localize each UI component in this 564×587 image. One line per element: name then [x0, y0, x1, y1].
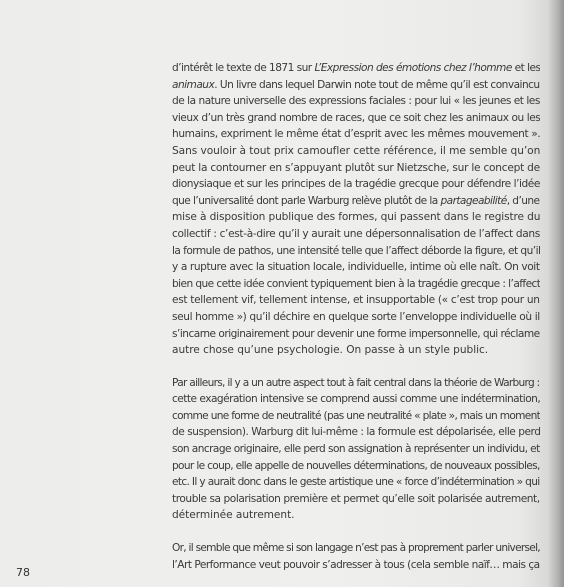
- text-line: [172, 540, 540, 557]
- text-line: [172, 507, 540, 524]
- text-segment: est tellement vif, tellement intense, et insupportable (« c’est trop pour un: [172, 294, 540, 307]
- text-segment: Par ailleurs, il y a un autre aspect tout à fait central dans la théorie de Warburg :: [172, 376, 540, 389]
- text-segment: autre chose qu’une psychologie. On passe à un style public.: [172, 344, 489, 357]
- text-line: [172, 160, 540, 177]
- text-line: [172, 391, 540, 408]
- text-line: [172, 458, 540, 475]
- text-segment: d’intérêt le texte de 1871 sur: [172, 62, 315, 74]
- text-line: [172, 209, 540, 226]
- text-segment: Or, il semble que même si son langage n’est pas à proprement parler universel,: [172, 542, 540, 555]
- text-line: [172, 342, 540, 359]
- text-segment: et les: [511, 62, 540, 74]
- text-segment: cette exagération intensive se comprend aussi comme une indétermination,: [172, 393, 540, 406]
- body-text: [172, 60, 540, 573]
- paragraph-gap: [172, 359, 540, 375]
- text-segment: trouble sa polarisation première et permet qu’elle soit polarisée autrement,: [172, 492, 540, 505]
- paragraph: [172, 540, 540, 573]
- italic-text: partageabilité: [440, 194, 507, 207]
- text-segment: seul homme ») qu’il déchire en quelque sorte l’enveloppe individuelle où il: [172, 310, 540, 323]
- italic-text: animaux: [172, 78, 215, 91]
- text-line: [172, 424, 540, 441]
- text-line: [172, 259, 540, 276]
- text-line: [172, 176, 540, 193]
- text-line: [172, 309, 540, 326]
- text-line: [172, 77, 540, 94]
- text-segment: , d’une: [506, 194, 540, 207]
- text-segment: comme une forme de neutralité (pas une neutralité « plate », mais un moment: [172, 409, 540, 422]
- text-line: [172, 93, 540, 110]
- text-segment: bien que cette idée convient typiquement bien à la tragédie grecque : l’affect: [172, 277, 540, 290]
- text-segment: y a rupture avec la situation locale, individuelle, intime où elle naît. On voit: [172, 261, 540, 274]
- text-line: [172, 226, 540, 243]
- text-line: [172, 126, 540, 143]
- text-segment: etc. Il y aurait donc dans le geste artistique une « force d’indétermination » qui: [172, 476, 540, 489]
- text-segment: humains, expriment le même état d’esprit avec les mêmes mouvement ».: [172, 128, 540, 141]
- text-segment: l’Art Performance veut pouvoir s’adresser à tous (cela semble naïf… mais ça: [172, 558, 540, 571]
- text-segment: que l’universalité dont parle Warburg relève plutôt de la: [172, 194, 441, 207]
- text-line: [172, 491, 540, 508]
- text-segment: mise à disposition publique des formes, qui passent dans le registre du: [172, 211, 540, 224]
- text-line: [172, 143, 540, 160]
- text-segment: déterminée autrement.: [172, 509, 295, 522]
- text-segment: la formule de pathos, une intensité telle que l’affect déborde la figure, et qu’il: [172, 244, 540, 257]
- italic-text: L’Expression des émotions chez l’homme: [314, 62, 512, 74]
- paragraph: [172, 60, 540, 359]
- text-segment: . Un livre dans lequel Darwin note tout de même qu’il est convaincu: [214, 78, 540, 91]
- text-line: [172, 557, 540, 574]
- text-segment: peut la contourner en s’appuyant plutôt sur Nietzsche, sur le concept de: [172, 161, 540, 174]
- text-segment: vieux d’un très grand nombre de races, que ce soit chez les animaux ou les: [172, 111, 540, 124]
- text-line: [172, 60, 540, 77]
- text-line: [172, 292, 540, 309]
- text-line: [172, 276, 540, 293]
- text-line: [172, 243, 540, 260]
- text-line: [172, 408, 540, 425]
- text-segment: dionysiaque et sur les principes de la tragédie grecque pour défendre l’idée: [172, 178, 540, 191]
- text-segment: son ancrage originaire, elle perd son assignation à représenter un individu, et: [172, 443, 540, 456]
- text-line: [172, 326, 540, 343]
- page-number: 78: [16, 566, 30, 579]
- text-segment: s’incarne originairement pour devenir une forme impersonnelle, qui réclame: [172, 327, 540, 340]
- text-segment: de la nature universelle des expressions faciales : pour lui « les jeunes et les: [172, 95, 540, 108]
- text-line: [172, 375, 540, 392]
- text-line: [172, 193, 540, 210]
- text-line: [172, 474, 540, 491]
- paragraph: [172, 375, 540, 524]
- text-segment: Sans vouloir à tout prix camoufler cette référence, il me semble qu’on: [172, 144, 540, 157]
- text-segment: pour le coup, elle appelle de nouvelles déterminations, de nouveaux possibles,: [172, 459, 540, 472]
- text-segment: collectif : c’est-à-dire qu’il y aurait une dépersonnalisation de l’affect dans: [172, 227, 540, 240]
- binding-shadow: [548, 0, 564, 587]
- paragraph-gap: [172, 524, 540, 540]
- text-segment: de suspension). Warburg dit lui-même : la formule est dépolarisée, elle perd: [172, 426, 540, 439]
- text-line: [172, 110, 540, 127]
- text-line: [172, 441, 540, 458]
